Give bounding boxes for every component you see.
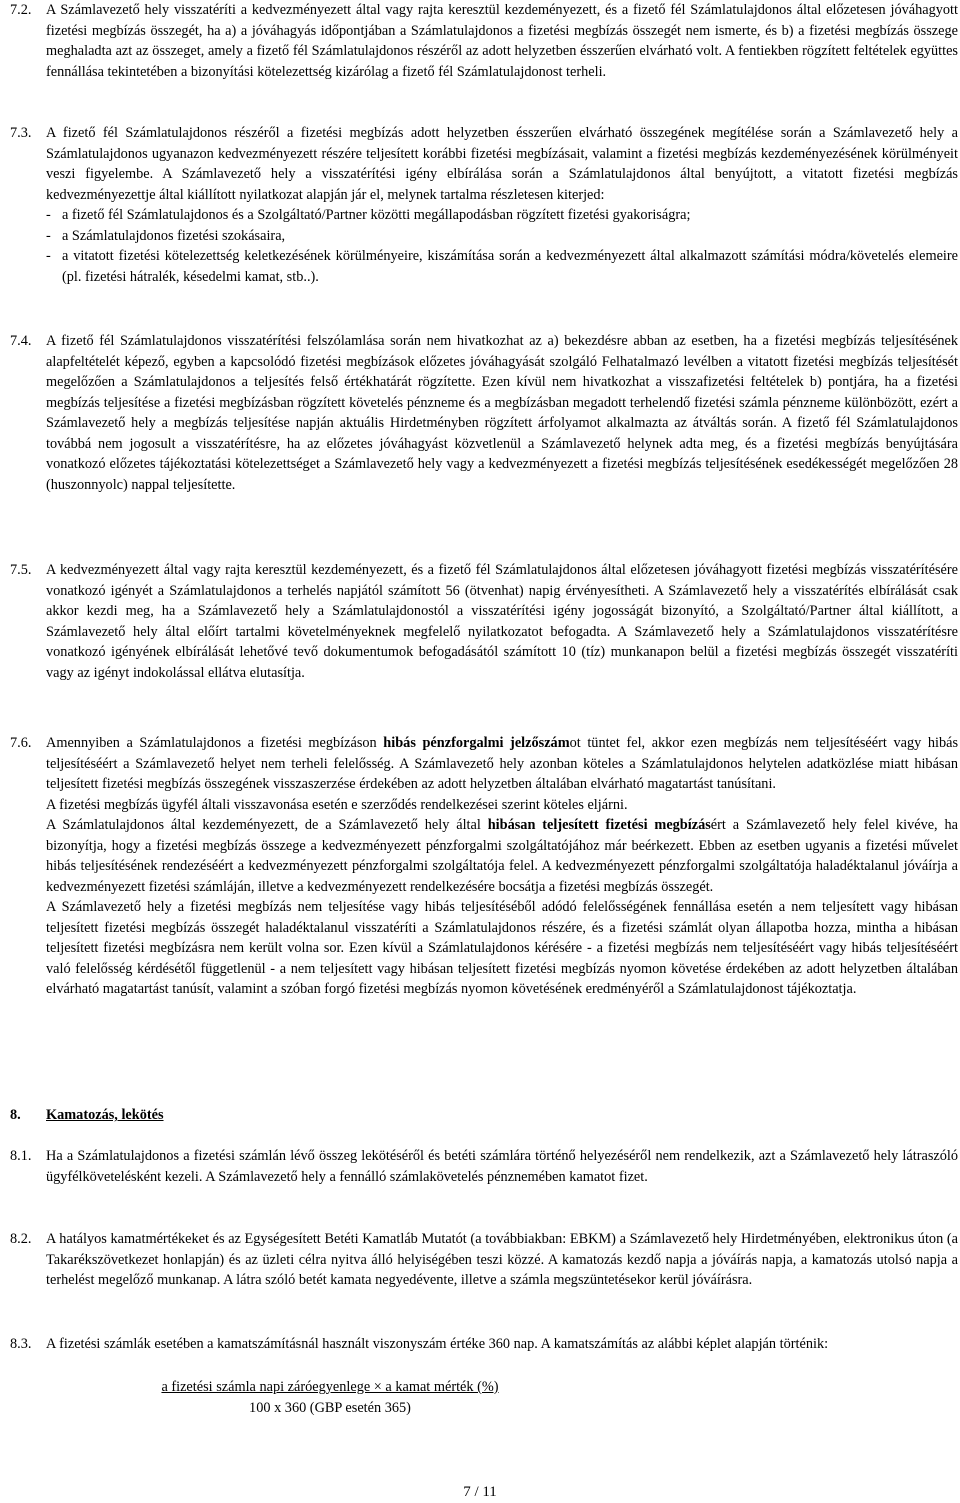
- paragraph-7-2: [10, 0, 958, 82]
- section-title: Kamatozás, lekötés: [46, 1107, 164, 1123]
- paragraph-text: A fizetési számlák esetében a kamatszámításnál használt viszonyszám értéke 360 nap. A kamatszámítás az alábbi képlet alapján történik:: [46, 1336, 829, 1352]
- paragraph-text: A hatályos kamatmértékeket és az Egységesített Betéti Kamatláb Mutatót (a továbbiakban: EBKM) a Számlavezető hely Hirdetményében, elektronikus úton (a Takarékszövetkezet honlapján) és az üzleti célra nyitva álló helyiségében teszi közzé. A kamatozás kezdő napja a jóváírás napja, a kamatozás utolsó napja a terhelést megelőző munkanap. A látra szóló betét kamata negyedévente, illetve a számla megszüntetésekor kerül jóváírásra.: [46, 1231, 958, 1288]
- text-run: A Számlatulajdonos által kezdeményezett, de a Számlavezető hely által: [46, 817, 488, 833]
- paragraph-number: 8.2.: [10, 1231, 32, 1247]
- paragraph-number: 7.3.: [10, 125, 32, 141]
- list-item: [46, 205, 958, 226]
- list-item-text: a Számlatulajdonos fizetési szokásaira,: [62, 227, 286, 244]
- dash-bullet: -: [46, 207, 51, 223]
- list-item: [46, 246, 958, 287]
- paragraph-7-5: [10, 560, 958, 683]
- formula-numerator: a fizetési számla napi záróegyenlege × a kamat mérték (%): [161, 1379, 499, 1395]
- bold-term: hibás pénzforgalmi jelzőszám: [383, 735, 570, 751]
- section-heading-8: [10, 1105, 958, 1126]
- paragraph-number: 8.1.: [10, 1148, 32, 1164]
- list-item-text: a fizető fél Számlatulajdonos és a Szolgáltató/Partner közötti megállapodásban rögzített fizetési gyakoriságra;: [62, 207, 691, 223]
- dash-bullet: -: [46, 248, 51, 264]
- text-run: ért a Számlavezető hely felel kivéve, ha bizonyítja, hogy a fizetési megbízás összege a kedvezményezett pénzforgalmi szolgáltatójához már beérkezett. Ebben az esetben ugyanis a fizetési művelet hibás teljesítésének rendezéséért a kedvezményezett pénzforgalmi szolgáltatója felel. A kedvezményezett pénzforgalmi szolgáltatója haladéktalanul jóváírja a kedvezményezett fizetési számláján, illetve a kedvezményezett rendelkezésére bocsátja a fizetési megbízás összegét.: [46, 817, 958, 895]
- list-item: [46, 226, 958, 247]
- paragraph-text: [46, 733, 958, 795]
- paragraph-text: Ha a Számlatulajdonos a fizetési számlán lévő összeg lekötéséről és betéti számlára történő helyezéséről nem rendelkezik, azt a Számlavezető hely látraszóló ügyfélkövetelésként kezeli. A Számlavezető hely a fennálló számlakövetelés pénznemében kamatot fizet.: [46, 1148, 958, 1185]
- paragraph-text: [46, 815, 958, 897]
- formula-denominator: 100 x 360 (GBP esetén 365): [249, 1399, 411, 1416]
- paragraph-text: A fizető fél Számlatulajdonos részéről a fizetési megbízás adott helyzetben ésszerűen elvárható összegének megítélése során a Számlavezető hely a Számlatulajdonos ugyanazon kedvezményezett részére teljesített korábbi fizetési megbízásait, valamint a fizetési megbízás kezdeményezésének körülményeit veszi figyelembe. A Számlavezető hely a visszatérítési igény elbírálása során a Számlatulajdonos által benyújtott, a vitatott fizetési megbízás kedvezményezettje által kiállított nyilatkozat alapján jár el, melynek tartalma részletesen kiterjed:: [46, 125, 958, 203]
- dash-bullet: -: [46, 227, 51, 244]
- paragraph-number: 8.3.: [10, 1336, 32, 1352]
- paragraph-text: A fizető fél Számlatulajdonos visszatérítési felszólamlása során nem hivatkozhat az a) bekezdésre abban az esetben, ha a fizetési megbízás teljesítésének alapfeltételét képező, egyben a kapcsolódó fizetési megbízások előzetes jóváhagyását szolgáló Felhatalmazó levélben a vitatott fizetési megbízás teljesítését megelőzően a Számlatulajdonos a teljesítés felső értékhatárát rögzítette. Ezen kívül nem hivatkozhat a visszafizetési feltételek b) pontjára, ha a fizetési megbízás teljesítése a fizetési megbízásban rögzített követelés pénzneme és a megbízásban megadott terhelendő fizetési számla pénzneme különbözött, ezért a Számlavezető hely a megbízás teljesítése napján aktuális Hirdetményben rögzített árfolyamot alkalmazta az átváltás során. A fizető fél Számlatulajdonos továbbá nem jogosult a visszatérítésre, ha az előzetes jóváhagyást közvetlenül a Számlavezető helynek adta meg, és a fizetési megbízás benyújtására vonatkozó előzetes tájékoztatási kötelezettséget a Számlavezető hely vagy a kedvezményezett a fizetési megbízás teljesítésének esedékességét megelőzően 28 (huszonnyolc) nappal teljesítette.: [46, 333, 958, 493]
- paragraph-number: 7.2.: [10, 2, 32, 18]
- paragraph-7-4: [10, 331, 958, 495]
- paragraph-number: 7.5.: [10, 562, 32, 578]
- list-item-text: a vitatott fizetési kötelezettség keletkezésének körülményeire, kiszámítása során a kedvezményezett által alkalmazott számítási módra/követelés elemeire (pl. fizetési hátralék, késedelmi kamat, stb..).: [62, 248, 958, 285]
- interest-formula: [10, 1377, 958, 1418]
- paragraph-7-3: [10, 123, 958, 287]
- paragraph-number: 7.4.: [10, 333, 32, 349]
- paragraph-text: A kedvezményezett által vagy rajta keresztül kezdeményezett, és a fizető fél Számlatulajdonos által előzetesen jóváhagyott fizetési megbízás visszatérítésére vonatkozó igényét a Számlatulajdonos a terhelés napjától számított 56 (ötvenhat) napig érvényesítheti. A Számlavezető hely a visszatérítés elbírálását csak akkor kezdi meg, ha a Számlavezető hely a Számlatulajdonostól a visszatérítési igény jogosságát bizonyító, a Szolgáltató/Partner által kiállított, a Számlavezető hely által előírt tartalmi követelményeknek megfelelő nyilatkozatot befogadta. A Számlavezető hely a Számlatulajdonos visszatérítésre vonatkozó igényének elbírálását lehetővé tevő dokumentumok befogadásától számított 10 (tíz) munkanapon belül a fizetési megbízás összegét visszatéríti vagy az igényt indokolással ellátva elutasítja.: [46, 562, 958, 681]
- page-number: 7 / 11: [463, 1484, 497, 1500]
- paragraph-7-6: [10, 733, 958, 1000]
- paragraph-text: A fizetési megbízás ügyfél általi visszavonása esetén e szerződés rendelkezései szerint köteles eljárni.: [46, 796, 628, 813]
- paragraph-text: A Számlavezető hely visszatéríti a kedvezményezett által vagy rajta keresztül kezdeményezett, és a fizető fél Számlatulajdonos által előzetesen jóváhagyott fizetési megbízás összegét, ha a) a jóváhagyás időpontjában a Számlatulajdonos a fizetési megbízás összegét nem ismerte, és b) a fizetési megbízás összege meghaladta azt az összeget, amely a fizető fél Számlatulajdonos részéről az adott helyzetben ésszerűen elvárható volt. A fentiekben rögzített feltételek együttes fennállása tekintetében a bizonyítási kötelezettség kizárólag a fizető fél Számlatulajdonost terheli.: [46, 2, 958, 80]
- bold-term: hibásan teljesített fizetési megbízás: [487, 817, 711, 833]
- paragraph-number: 7.6.: [10, 735, 32, 751]
- section-number: 8.: [10, 1107, 21, 1123]
- text-run: ot tüntet fel, akkor ezen megbízás nem teljesítéséért vagy hibás teljesítéséért a Számlavezető helyet nem terheli felelősség. A Számlavezető hely azonban köteles a Számlatulajdonos helytelen adatközlése miatt hibásan teljesített fizetési megbízás összegének visszaszerzése érdekében az adott helyzetben általában elvárható magatartást tanúsítani.: [46, 735, 959, 792]
- paragraph-8-3: [10, 1334, 958, 1355]
- paragraph-8-2: [10, 1229, 958, 1291]
- text-run: Amennyiben a Számlatulajdonos a fizetési megbízáson: [46, 735, 384, 751]
- paragraph-8-1: [10, 1146, 958, 1187]
- paragraph-text: A Számlavezető hely a fizetési megbízás nem teljesítése vagy hibás teljesítéséből adódó felelősségének fennállása esetén a nem teljesített vagy hibásan teljesített fizetési megbízás összegét haladéktalanul visszatéríti a Számlatulajdonos részére, és a fizetési számlát olyan állapotba hozza, mintha a hibásan teljesített fizetési megbízásra nem került volna sor. Ezen kívül a Számlatulajdonos kérésére - a fizetési megbízás nem teljesítéséért vagy hibás teljesítéséért való felelősség kérdésétől függetlenül - a nem teljesített vagy hibásan teljesített fizetési megbízás nyomon követése érdekében az adott helyzetben általában elvárható magatartást tanúsít, valamint a szóban forgó fizetési megbízás nyomon követésének eredményéről a Számlatulajdonost tájékoztatja.: [46, 899, 958, 997]
